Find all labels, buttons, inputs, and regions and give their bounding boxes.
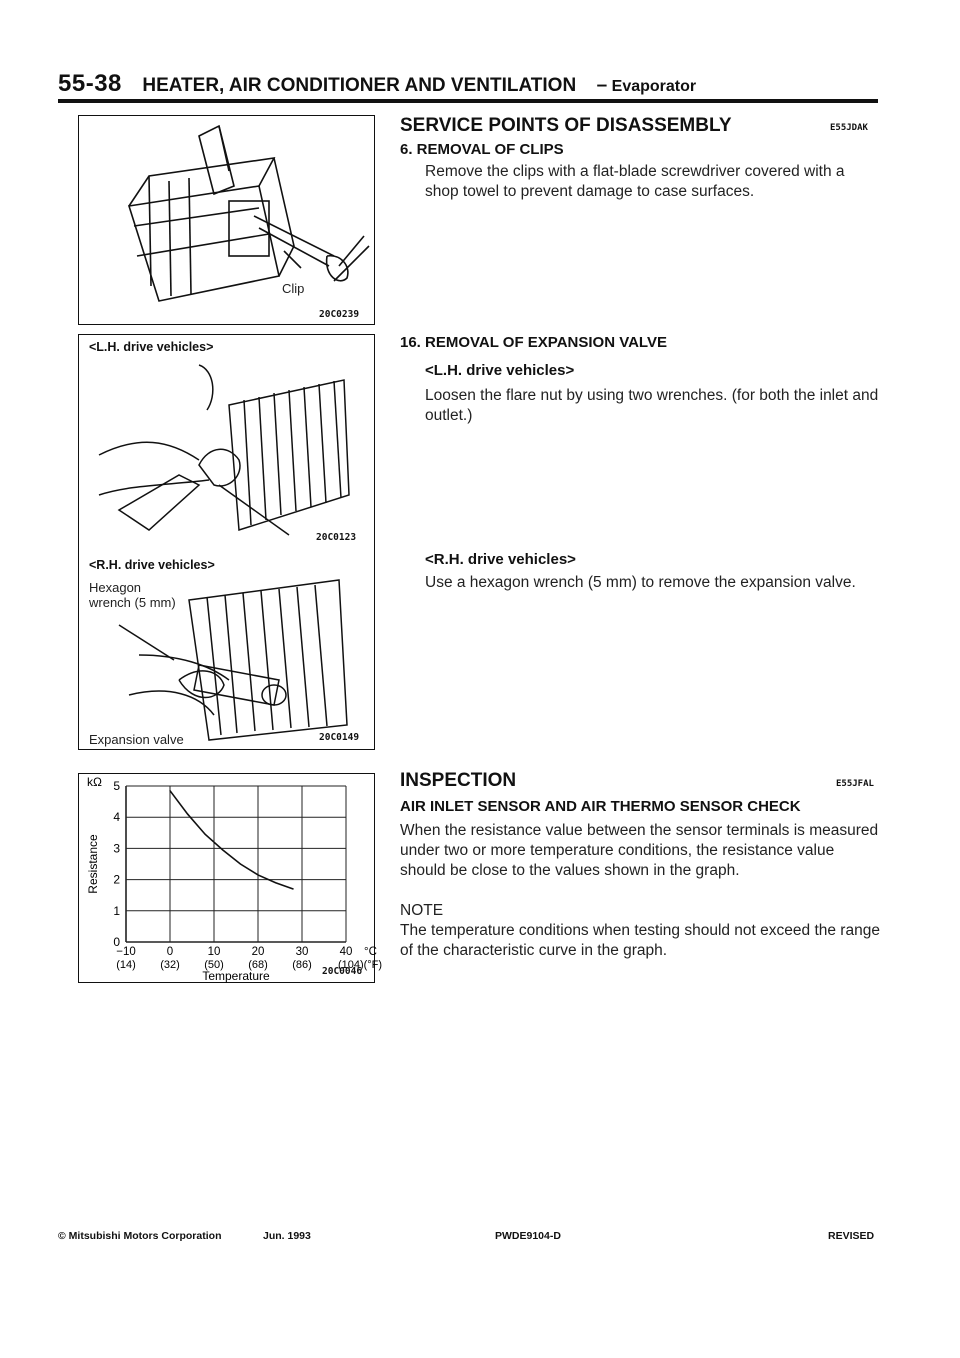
clip-label: Clip bbox=[282, 281, 305, 296]
data-point bbox=[240, 863, 241, 864]
lh-drive-subheading: <L.H. drive vehicles> bbox=[425, 362, 575, 379]
y-tick-label: 3 bbox=[113, 841, 120, 856]
lh-drive-label: <L.H. drive vehicles> bbox=[89, 340, 214, 354]
x-axis-title: Temperature bbox=[202, 969, 270, 983]
header-rule bbox=[58, 99, 878, 103]
x-tick-label: 20 bbox=[251, 946, 265, 958]
removal-of-clips-text: Remove the clips with a flat-blade screwdriver covered with a shop towel to prevent damage to case surfaces. bbox=[425, 163, 845, 200]
footer-copyright: © Mitsubishi Motors Corporation bbox=[58, 1230, 222, 1242]
x-tick-label: 0 bbox=[166, 946, 174, 958]
section-title: HEATER, AIR CONDITIONER AND VENTILATION bbox=[142, 75, 577, 96]
rh-drive-subheading: <R.H. drive vehicles> bbox=[425, 551, 576, 568]
page-number: 55-38 bbox=[58, 70, 122, 97]
x-tick-label-f: (86) bbox=[292, 959, 312, 971]
removal-of-clips-title: 6. REMOVAL OF CLIPS bbox=[400, 141, 564, 158]
disassembly-heading: SERVICE POINTS OF DISASSEMBLY bbox=[400, 115, 732, 136]
page-header bbox=[58, 70, 878, 100]
y-tick-label: 1 bbox=[113, 903, 120, 918]
rh-drive-label: <R.H. drive vehicles> bbox=[89, 558, 215, 572]
subsection-title: Evaporator bbox=[611, 78, 697, 95]
y-tick-label: 5 bbox=[113, 779, 120, 793]
expansion-valve-figure bbox=[78, 334, 375, 750]
x-tick-label: −10 bbox=[116, 946, 136, 958]
clip-illustration bbox=[79, 116, 373, 323]
x-tick-label-f: (104)(°F) bbox=[337, 959, 383, 971]
data-point bbox=[293, 888, 294, 889]
note-text: The temperature conditions when testing should not exceed the range of the characteristic curve in the graph. bbox=[400, 922, 880, 959]
x-tick-label: 30 bbox=[295, 946, 309, 958]
footer-status: REVISED bbox=[828, 1230, 875, 1242]
footer-doc-id: PWDE9104-D bbox=[495, 1230, 561, 1242]
expansion-valve-title: 16. REMOVAL OF EXPANSION VALVE bbox=[400, 334, 667, 351]
lh-drive-text: Loosen the flare nut by using two wrenches. (for both the inlet and outlet.) bbox=[425, 387, 879, 424]
x-tick-label-f: (14) bbox=[116, 959, 136, 971]
note-label: NOTE bbox=[400, 902, 444, 919]
resistance-curve bbox=[170, 791, 293, 889]
data-point bbox=[205, 834, 206, 835]
inspection-heading: INSPECTION bbox=[400, 770, 517, 791]
clip-figure-code: 20C0239 bbox=[319, 309, 360, 320]
y-unit-label: kΩ bbox=[87, 775, 102, 789]
x-tick-label: 10 bbox=[207, 946, 221, 958]
sensor-check-text: When the resistance value between the sensor terminals is measured under two or more temperature conditions, the resistance value should be close to the values shown in the graph. bbox=[400, 822, 879, 879]
data-point bbox=[257, 874, 258, 875]
hexagon-wrench-label-2: wrench (5 mm) bbox=[89, 595, 176, 610]
x-tick-label: 40 bbox=[339, 946, 353, 958]
expansion-valve-label: Expansion valve bbox=[89, 732, 184, 747]
data-point bbox=[187, 813, 188, 814]
title-dash: – bbox=[596, 75, 608, 96]
y-tick-label: 0 bbox=[113, 935, 120, 949]
graph-figure-code: 20C0046 bbox=[322, 966, 363, 977]
x-unit-label: °C bbox=[364, 946, 377, 958]
inspection-ref-code: E55JFAL bbox=[836, 779, 874, 789]
x-tick-label-f: (50) bbox=[204, 959, 224, 971]
resistance-chart bbox=[79, 774, 383, 983]
x-tick-label-f: (68) bbox=[248, 959, 268, 971]
rh-drive-text: Use a hexagon wrench (5 mm) to remove the expansion valve. bbox=[425, 574, 856, 591]
footer-date: Jun. 1993 bbox=[263, 1230, 311, 1242]
data-point bbox=[222, 849, 223, 850]
y-tick-label: 2 bbox=[113, 872, 120, 887]
data-point bbox=[169, 790, 170, 791]
y-tick-label: 4 bbox=[113, 810, 120, 825]
hexagon-wrench-label-1: Hexagon bbox=[89, 580, 142, 595]
clip-figure bbox=[78, 115, 375, 325]
disassembly-ref-code: E55JDAK bbox=[830, 123, 868, 133]
rh-figure-code: 20C0149 bbox=[319, 732, 360, 743]
y-axis-title: Resistance bbox=[86, 834, 100, 894]
resistance-graph-figure bbox=[78, 773, 383, 983]
sensor-check-title: AIR INLET SENSOR AND AIR THERMO SENSOR CHECK bbox=[400, 798, 801, 815]
x-tick-label-f: (32) bbox=[160, 959, 180, 971]
data-point bbox=[275, 882, 276, 883]
lh-figure-code: 20C0123 bbox=[316, 532, 357, 543]
